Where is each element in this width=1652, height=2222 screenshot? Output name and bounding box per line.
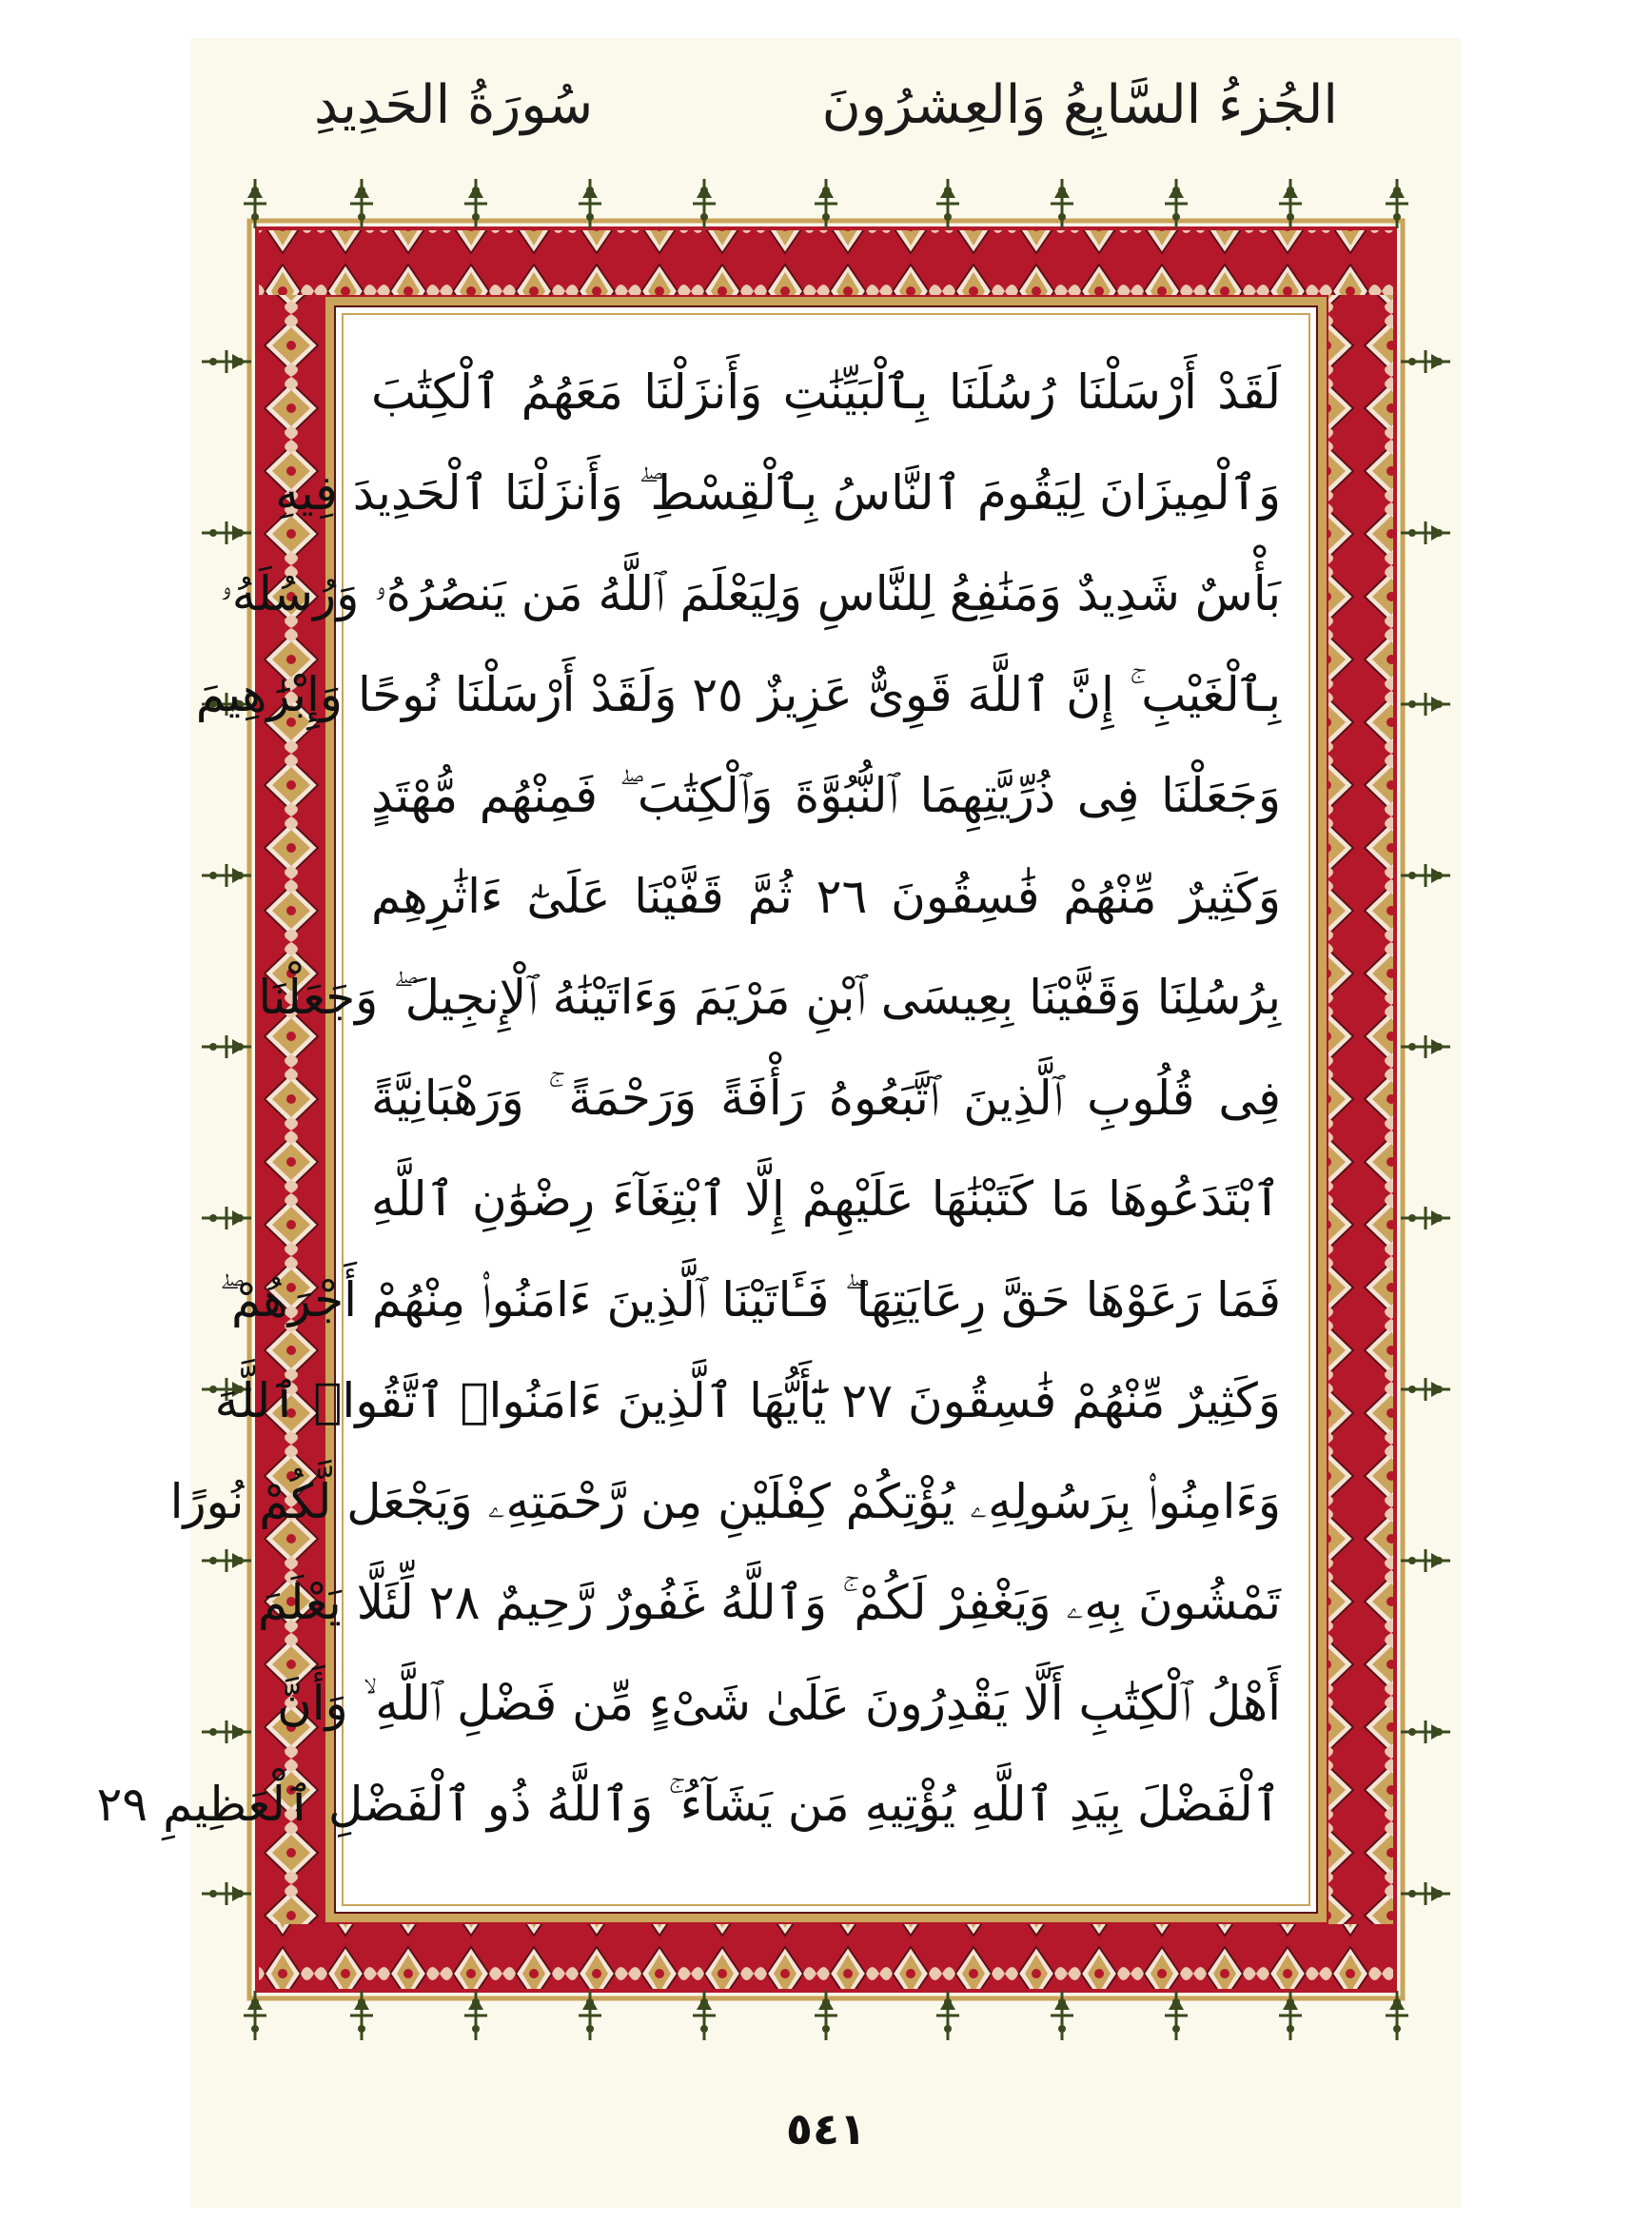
verse-line: لَقَدْ أَرْسَلْنَا رُسُلَنَا بِٱلْبَيِّنَٰتِ وَأَنزَلْنَا مَعَهُمُ ٱلْكِتَٰبَ — [371, 364, 1281, 420]
verse-line: فَمَا رَعَوْهَا حَقَّ رِعَايَتِهَا ۖ فَـَٔاتَيْنَا ٱلَّذِينَ ءَامَنُوا۟ مِنْهُمْ أَجْرَهُمْ ۖ — [219, 1272, 1281, 1327]
verse-line: ٱبْتَدَعُوهَا مَا كَتَبْنَٰهَا عَلَيْهِمْ إِلَّا ٱبْتِغَآءَ رِضْوَٰنِ ٱللَّهِ — [371, 1171, 1281, 1227]
juz-title: الجُزءُ السَّابِعُ وَالعِشرُونَ — [821, 74, 1338, 136]
verse-line: وَكَثِيرٌ مِّنْهُمْ فَٰسِقُونَ ٢٦ ثُمَّ قَفَّيْنَا عَلَىٰٓ ءَاثَٰرِهِم — [371, 869, 1282, 924]
verse-line: بَأْسٌ شَدِيدٌ وَمَنَٰفِعُ لِلنَّاسِ وَلِيَعْلَمَ ٱللَّهُ مَن يَنصُرُهُۥ وَرُسُلَهُۥ — [220, 566, 1281, 621]
verse-line: بِٱلْغَيْبِ ۚ إِنَّ ٱللَّهَ قَوِىٌّ عَزِيزٌ ٢٥ وَلَقَدْ أَرْسَلْنَا نُوحًا وَإِبْرَٰهِيمَ — [195, 667, 1281, 722]
verse-line: تَمْشُونَ بِهِۦ وَيَغْفِرْ لَكُمْ ۚ وَٱللَّهُ غَفُورٌ رَّحِيمٌ ٢٨ لِّئَلَّا يَعْلَمَ — [257, 1575, 1281, 1630]
verse-line: وَجَعَلْنَا فِى ذُرِّيَّتِهِمَا ٱلنُّبُوَّةَ وَٱلْكِتَٰبَ ۖ فَمِنْهُم مُّهْتَدٍ — [371, 768, 1281, 823]
verse-line: وَٱلْمِيزَانَ لِيَقُومَ ٱلنَّاسُ بِٱلْقِسْطِ ۖ وَأَنزَلْنَا ٱلْحَدِيدَ فِيهِ — [275, 465, 1281, 521]
verse-line: أَهْلُ ٱلْكِتَٰبِ أَلَّا يَقْدِرُونَ عَلَىٰ شَىْءٍ مِّن فَضْلِ ٱللَّهِ ۙ وَأَنَّ — [277, 1676, 1281, 1731]
verse-line: ٱلْفَضْلَ بِيَدِ ٱللَّهِ يُؤْتِيهِ مَن يَشَآءُ ۚ وَٱللَّهُ ذُو ٱلْفَضْلِ ٱلْعَظِيمِ ٢٩ — [96, 1777, 1281, 1832]
verse-line: فِى قُلُوبِ ٱلَّذِينَ ٱتَّبَعُوهُ رَأْفَةً وَرَحْمَةً ۚ وَرَهْبَانِيَّةً — [371, 1071, 1281, 1126]
verse-text-block — [96, 338, 1282, 1860]
verse-line: وَكَثِيرٌ مِّنْهُمْ فَٰسِقُونَ ٢٧ يَٰٓأَيُّهَا ٱلَّذِينَ ءَامَنُوا۟ ٱتَّقُوا۟ ٱللَّهَ — [214, 1373, 1281, 1428]
page-number: ٥٤١ — [785, 2103, 867, 2154]
verse-line: بِرُسُلِنَا وَقَفَّيْنَا بِعِيسَى ٱبْنِ مَرْيَمَ وَءَاتَيْنَٰهُ ٱلْإِنجِيلَ ۖ وَجَعَلْنَا — [258, 970, 1281, 1025]
surah-title: سُورَةُ الحَدِيدِ — [314, 74, 594, 136]
verse-line: وَءَامِنُوا۟ بِرَسُولِهِۦ يُؤْتِكُمْ كِفْلَيْنِ مِن رَّحْمَتِهِۦ وَيَجْعَل لَّكُمْ نُورًا — [169, 1474, 1281, 1529]
